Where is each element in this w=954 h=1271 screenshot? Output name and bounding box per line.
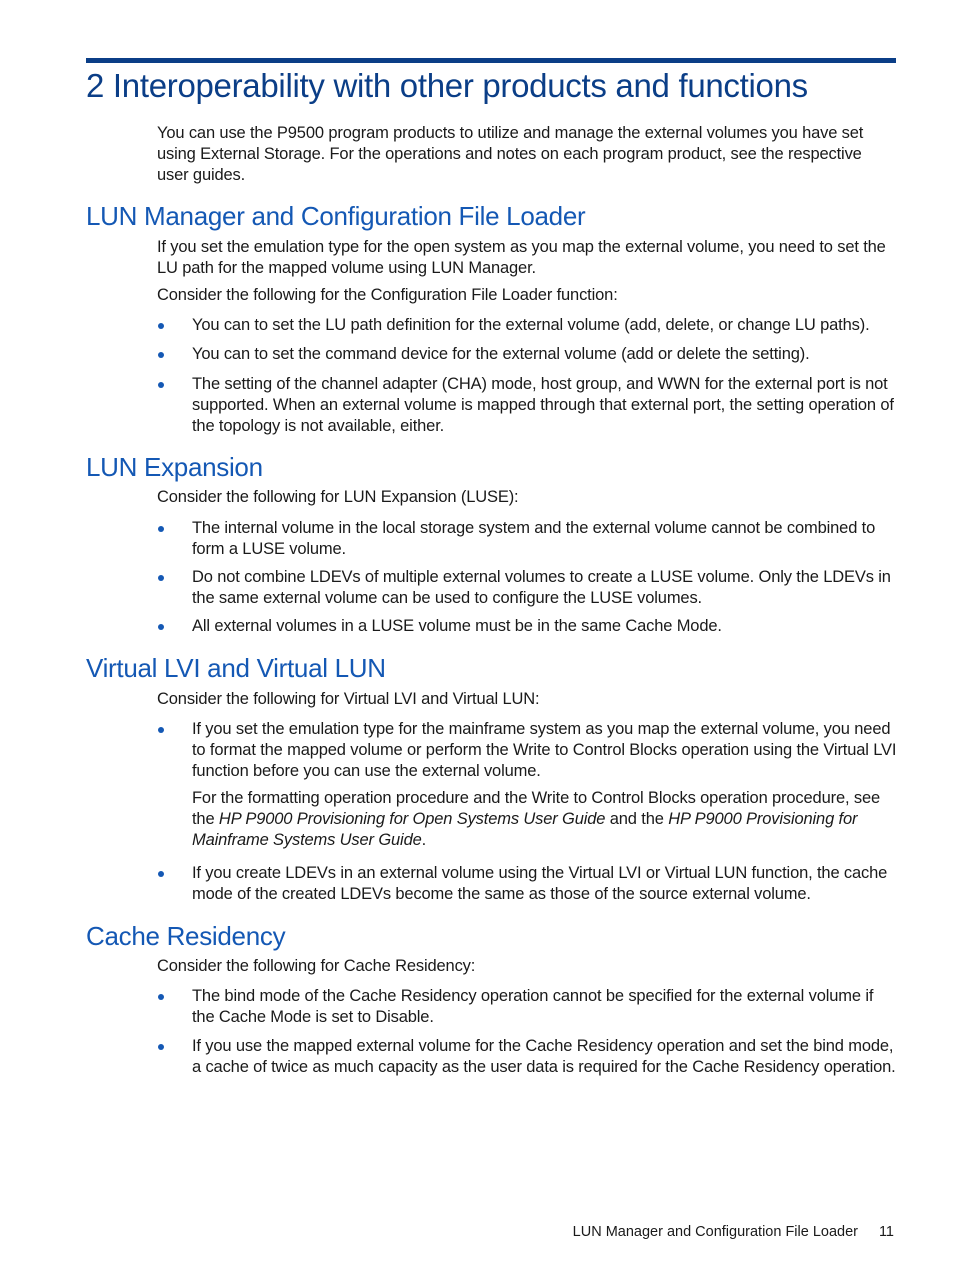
- chapter-intro: You can use the P9500 program products to utilize and manage the external volumes you have set using External Storage. For the operations and notes on each program product, see the respective user guides.: [157, 124, 864, 184]
- cache-residency-para: Consider the following for Cache Residency:: [157, 957, 476, 975]
- list-item: If you create LDEVs in an external volume using the Virtual LVI or Virtual LUN function, the cache mode of the created LDEVs become the same as those of the source external volume.: [192, 864, 888, 903]
- bullet-icon: [158, 526, 164, 532]
- bullet-icon: [158, 871, 164, 877]
- footer-section-title: LUN Manager and Configuration File Loader: [572, 1224, 858, 1240]
- bullet-icon: [158, 727, 164, 733]
- virtual-lvi-sub-para: For the formatting operation procedure and the Write to Control Blocks operation procedure, see the HP P9000 Provisioning for Open Systems User Guide and the HP P9000 Provisioning for Mainframe Systems User Guide.: [192, 789, 880, 849]
- guide-reference-open-systems: HP P9000 Provisioning for Open Systems User Guide: [218, 810, 606, 828]
- section-title-lun-manager: LUN Manager and Configuration File Loader: [86, 201, 586, 231]
- chapter-rule: [86, 58, 896, 63]
- list-item: The internal volume in the local storage system and the external volume cannot be combined to form a LUSE volume.: [192, 519, 876, 558]
- list-item: Do not combine LDEVs of multiple external volumes to create a LUSE volume. Only the LDEVs in the same external volume can be used to configure the LUSE volumes.: [192, 568, 891, 607]
- list-item: If you use the mapped external volume for the Cache Residency operation and set the bind mode, a cache of twice as much capacity as the user data is required for the Cache Residency operation.: [192, 1037, 896, 1076]
- page-number: 11: [878, 1224, 894, 1240]
- bullet-icon: [158, 624, 164, 630]
- bullet-icon: [158, 1044, 164, 1050]
- lun-manager-para: If you set the emulation type for the open system as you map the external volume, you need to set the LU path for the mapped volume using LUN Manager.: [157, 238, 886, 277]
- bullet-icon: [158, 994, 164, 1000]
- chapter-title: 2 Interoperability with other products and functions: [86, 67, 808, 104]
- list-item: You can to set the LU path definition for the external volume (add, delete, or change LU paths).: [192, 316, 870, 334]
- list-item: If you set the emulation type for the mainframe system as you map the external volume, you need to format the mapped volume or perform the Write to Control Blocks operation using the Virtual LVI function before you can use the external volume.: [192, 720, 897, 780]
- bullet-icon: [158, 575, 164, 581]
- bullet-icon: [158, 323, 164, 329]
- bullet-icon: [158, 382, 164, 388]
- guide-reference-mainframe: HP P9000 Provisioning for Mainframe Systems User Guide: [192, 810, 858, 849]
- list-item: You can to set the command device for the external volume (add or delete the setting).: [192, 345, 810, 363]
- virtual-lvi-para: Consider the following for Virtual LVI and Virtual LUN:: [157, 690, 540, 708]
- list-item: The setting of the channel adapter (CHA) mode, host group, and WWN for the external port is not supported. When an external volume is mapped through that external port, the setting operation of the topology is not available, either.: [192, 375, 894, 435]
- bullet-icon: [158, 352, 164, 358]
- section-title-lun-expansion: LUN Expansion: [86, 452, 263, 482]
- lun-manager-para: Consider the following for the Configuration File Loader function:: [157, 286, 618, 304]
- list-item: All external volumes in a LUSE volume must be in the same Cache Mode.: [192, 617, 722, 635]
- section-title-cache-residency: Cache Residency: [86, 921, 286, 951]
- list-item: The bind mode of the Cache Residency operation cannot be specified for the external volume if the Cache Mode is set to Disable.: [192, 987, 874, 1026]
- lun-expansion-para: Consider the following for LUN Expansion (LUSE):: [157, 488, 519, 506]
- section-title-virtual-lvi: Virtual LVI and Virtual LUN: [86, 653, 386, 683]
